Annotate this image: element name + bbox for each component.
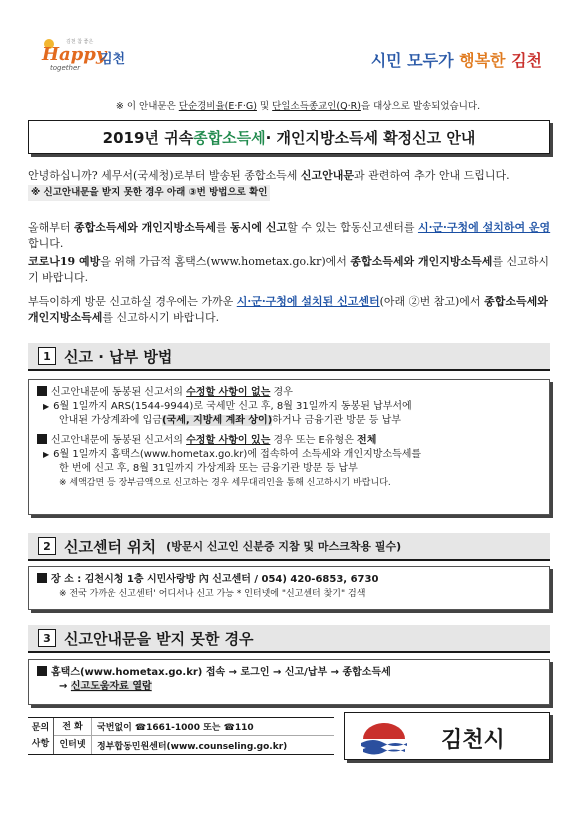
section-1-title: 신고 · 납부 방법 <box>64 347 173 366</box>
contact-web-row <box>54 736 334 754</box>
p3-text-c: 종합소득세와 개인지방소득세 <box>350 255 493 268</box>
city-emblem-icon <box>359 719 409 755</box>
phone-key: 전 화 <box>54 718 92 735</box>
contact-label-2: 사항 <box>31 739 50 749</box>
logo-city-text: 김천 <box>100 52 126 67</box>
p4-text-a: 부득이하게 방문 신고하실 경우에는 가까운 <box>28 295 237 308</box>
section-2-content <box>28 566 550 610</box>
slogan-part1: 시민 모두가 <box>370 51 460 70</box>
section-2-subtitle: (방문시 신고인 신분증 지참 및 마스크착용 필수) <box>166 540 402 553</box>
item-2-note: ※ 세액감면 등 장부금액으로 신고하는 경우 세무대리인을 통해 신고하시기 바랍니다. <box>59 478 391 488</box>
item1-head-c: 경우 <box>270 387 293 398</box>
slogan-part3: 김천 <box>511 51 542 70</box>
p4-text-e: 를 신고하시기 바랍니다. <box>102 311 220 324</box>
contact-phone-row <box>54 718 334 736</box>
p3-text-a: 코로나19 예방 <box>28 255 101 268</box>
item2-head-b: 수정할 사항이 있는 <box>186 435 271 446</box>
slogan-part2: 행복한 <box>459 51 512 70</box>
item1-line1: 6월 1일까지 ARS(1544-9944)로 국세만 신고 후, 8월 31일까지 동봉된 납부서에 <box>53 401 412 412</box>
p1-text-c: 과 관련하여 추가 안내 드립니다. <box>354 169 510 182</box>
square-bullet-icon <box>37 386 47 396</box>
section-2-title: 신고센터 위치 <box>64 537 157 556</box>
item2-head-c: 경우 또는 E유형은 <box>270 435 358 446</box>
hometax-steps-last: 신고도움자료 열람 <box>70 681 152 692</box>
intro-paragraph-2 <box>28 220 553 252</box>
triangle-bullet-icon: ▶ <box>43 402 50 411</box>
p1-text-b: 신고안내문 <box>300 169 355 182</box>
section-2-number: 2 <box>38 537 56 555</box>
p2-text-e: 할 수 있는 합동신고센터를 <box>287 221 418 234</box>
section-3-number: 3 <box>38 629 56 647</box>
item2-line1: 6월 1일까지 홈택스(www.hometax.go.kr)에 접속하여 소득세와 개인지방소득세를 <box>53 449 422 460</box>
center-location-line <box>37 573 541 587</box>
item-2-line-1 <box>37 448 541 462</box>
section-1-content <box>28 379 550 515</box>
p4-text-b: 시·군·구청에 설치된 신고센터 <box>236 295 380 308</box>
p2-text-g: 합니다. <box>28 237 64 250</box>
section-3-title: 신고안내문을 받지 못한 경우 <box>64 629 254 648</box>
logo-happy-text: Happy <box>42 44 107 65</box>
item1-line2-c: 하거나 금융기관 방문 등 납부 <box>272 415 401 426</box>
hometax-steps-text: 홈택스(www.hometax.go.kr) 접속 → 로그인 → 신고/납부 → 종합소득세 <box>51 667 391 678</box>
hometax-steps-line-2 <box>37 680 541 694</box>
section-1-number: 1 <box>38 347 56 365</box>
square-bullet-icon <box>37 573 47 583</box>
notice-prefix: ※ 이 안내문은 <box>115 101 179 112</box>
p3-text-b: 을 위해 가급적 홈택스(www.hometax.go.kr)에서 <box>100 255 351 268</box>
logo-small-text: 김천 참 좋은 <box>66 39 94 45</box>
item-1-heading <box>37 386 541 400</box>
square-bullet-icon <box>37 666 47 676</box>
p1-note: ※ 신고안내문을 받지 못한 경우 아래 ③번 방법으로 확인 <box>28 185 270 201</box>
intro-paragraph-3 <box>28 254 553 286</box>
contact-label-1: 문의 <box>31 723 50 733</box>
item2-head-a: 신고안내문에 동봉된 신고서의 <box>51 435 187 446</box>
title-post: · 개인지방소득세 확정신고 안내 <box>265 128 476 147</box>
p2-text-c: 를 <box>215 221 231 234</box>
contact-label <box>28 718 54 754</box>
intro-paragraph-4 <box>28 294 553 326</box>
item-2-line-2: 한 번에 신고 후, 8월 31일까지 가상계좌 또는 금융기관 방문 등 납부 <box>59 463 358 474</box>
center-location-note: ※ 전국 가까운 신고센터' 어디서나 신고 가능 * 인터넷에 "신고센터 찾기" 검색 <box>59 589 366 599</box>
section-1-header <box>28 343 550 371</box>
section-3-content <box>28 659 550 705</box>
p1-text-a: 안녕하십니까? 세무서(국세청)로부터 발송된 종합소득세 <box>28 169 301 182</box>
city-name: 김천시 <box>441 728 505 753</box>
section-3-header <box>28 625 550 653</box>
square-bullet-icon <box>37 434 47 444</box>
item1-head-b: 수정할 사항이 없는 <box>186 387 271 398</box>
contact-table <box>28 717 334 755</box>
p4-text-c: (아래 ②번 참고)에서 <box>379 295 485 308</box>
title-accent: 종합소득세 <box>193 128 266 147</box>
item1-head-a: 신고안내문에 동봉된 신고서의 <box>51 387 187 398</box>
notice-underline-2: 단일소득종교인(Q·R) <box>272 101 361 112</box>
page-title <box>28 120 550 154</box>
intro-paragraph-1 <box>28 168 553 201</box>
notice-underline-1: 단순경비율(E·F·G) <box>178 101 257 112</box>
notice-suffix: 을 대상으로 발송되었습니다. <box>360 101 481 112</box>
p4-text-d: 종합소득세와 개인지방소득세 <box>28 295 548 324</box>
title-pre: 2019년 귀속 <box>102 128 194 147</box>
target-notice <box>38 98 558 112</box>
p2-text-a: 올해부터 <box>28 221 75 234</box>
notice-mid: 및 <box>256 101 273 112</box>
page-header <box>38 36 550 80</box>
item1-line2-a: 안내된 가상계좌에 입금 <box>59 415 162 426</box>
city-emblem-box <box>344 712 550 760</box>
p2-text-b: 종합소득세와 개인지방소득세 <box>74 221 216 234</box>
item-2-heading <box>37 434 541 448</box>
phone-value: 국번없이 ☎1661-1000 또는 ☎110 <box>97 723 254 733</box>
item2-head-d: 전체 <box>357 435 377 446</box>
item-1-line-2 <box>37 414 541 428</box>
item1-line2-b: (국세, 지방세 계좌 상이) <box>161 415 273 426</box>
web-key: 인터넷 <box>54 736 92 754</box>
p3-text-d: 를 신고하시기 바랍니다. <box>28 255 550 284</box>
logo-together-text: together <box>50 64 81 72</box>
city-slogan <box>371 48 542 71</box>
section-2-header <box>28 533 550 561</box>
p2-text-d: 동시에 신고 <box>230 221 288 234</box>
item-1-line-1 <box>37 400 541 414</box>
center-location-text: 장 소 : 김천시청 1층 시민사랑방 內 신고센터 / 054) 420-6853, 6730 <box>51 574 379 585</box>
hometax-steps-line-1 <box>37 666 541 680</box>
triangle-bullet-icon: ▶ <box>43 450 50 459</box>
happy-together-logo <box>38 36 158 80</box>
p2-text-f: 시·군·구청에 설치하여 운영 <box>417 221 551 234</box>
hometax-steps-arrow: → <box>59 681 71 692</box>
web-value: 정부합동민원센터(www.counseling.go.kr) <box>97 741 288 752</box>
